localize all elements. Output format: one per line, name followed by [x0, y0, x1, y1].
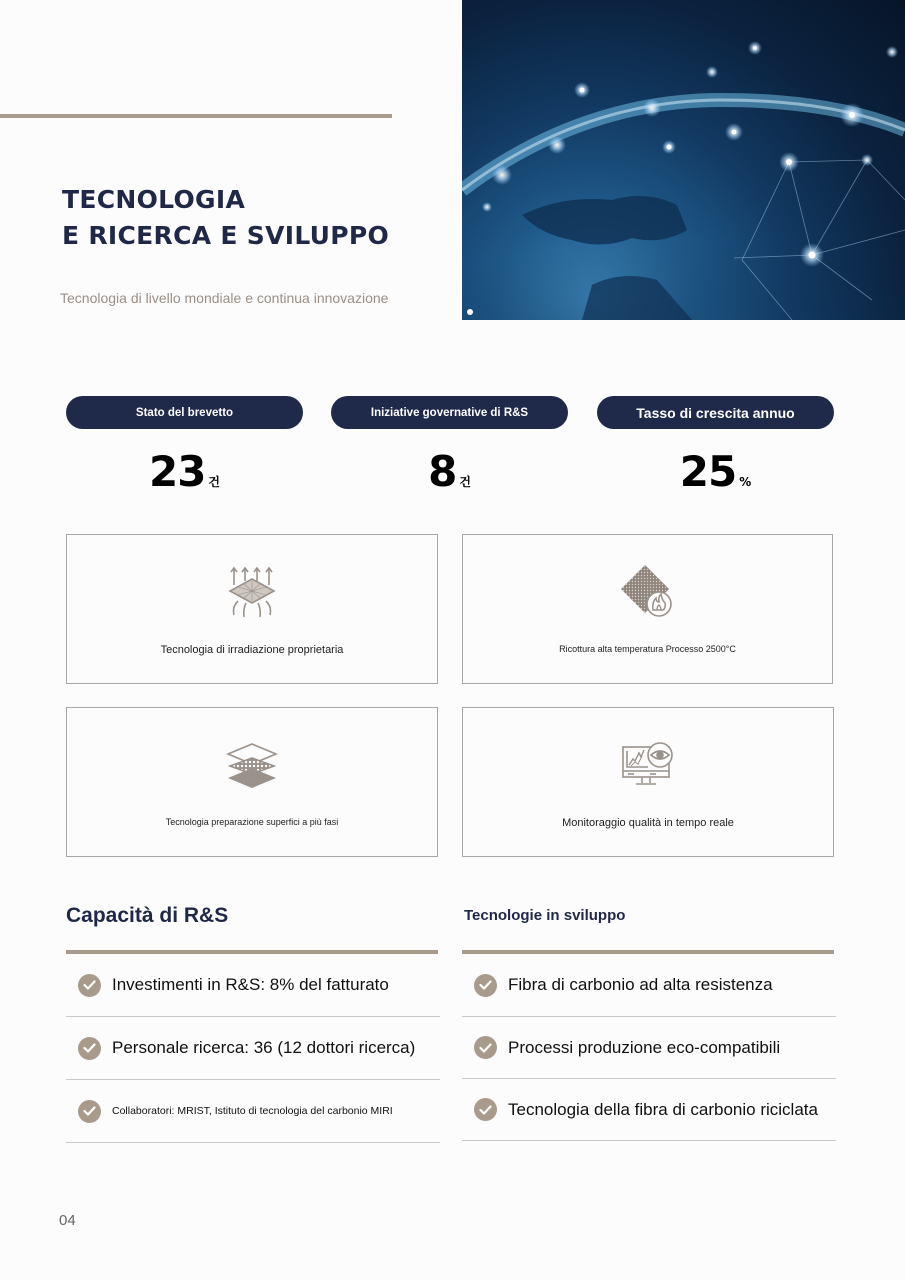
stat-number: 25: [679, 447, 737, 496]
tech-card-irradiation: [66, 534, 438, 684]
tech-card-label: Tecnologia preparazione superfici a più fasi: [165, 817, 339, 827]
stat-number: 23: [148, 447, 206, 496]
list-item-text: Processi produzione eco-compatibili: [508, 1037, 781, 1057]
check-circle-icon: [78, 974, 101, 997]
tech-card-high-temperature: [462, 534, 833, 684]
stat-patents: [66, 396, 303, 496]
tech-card-label: Monitoraggio qualità in tempo reale: [562, 817, 734, 829]
stat-label-pill: Iniziative governative di R&S: [331, 396, 568, 429]
page-title-line-2: E RICERCA E SVILUPPO: [62, 221, 390, 250]
tech-card-label: Tecnologia di irradiazione proprietaria: [160, 644, 344, 656]
page-subtitle: Tecnologia di livello mondiale e continua innovazione: [60, 290, 389, 306]
check-circle-icon: [474, 974, 497, 997]
tech-card-surface-preparation: [66, 707, 438, 857]
list-item-text: Tecnologia della fibra di carbonio riciclata: [508, 1099, 818, 1119]
globe-network-image: [462, 0, 905, 320]
header-accent-rule: [0, 114, 392, 118]
developing-title: Tecnologie in sviluppo: [464, 907, 626, 924]
layers-icon: [222, 734, 282, 794]
stat-number: 8: [428, 447, 457, 496]
stat-government-initiatives: [331, 396, 568, 496]
monitor-eye-icon: [618, 734, 678, 794]
check-circle-icon: [78, 1037, 101, 1060]
list-item: [66, 954, 440, 1017]
stat-unit: %: [739, 475, 752, 489]
page-title-line-1: TECNOLOGIA: [62, 185, 246, 214]
list-item: [462, 954, 836, 1017]
check-circle-icon: [78, 1100, 101, 1123]
list-item-text: Personale ricerca: 36 (12 dottori ricerca): [112, 1038, 416, 1057]
stat-label-pill: Tasso di crescita annuo: [597, 396, 834, 429]
list-item: [66, 1017, 440, 1080]
tech-card-quality-monitoring: [462, 707, 834, 857]
globe-network-illustration: [462, 0, 905, 320]
irradiation-icon: [222, 561, 282, 621]
stat-value: [331, 447, 568, 496]
list-item: [462, 1017, 836, 1079]
page-title: [62, 182, 389, 254]
capabilities-list: [66, 954, 440, 1143]
stat-label-pill: Stato del brevetto: [66, 396, 303, 429]
list-item-text: Fibra di carbonio ad alta resistenza: [508, 975, 773, 994]
check-circle-icon: [474, 1098, 497, 1121]
capabilities-title: Capacità di R&S: [66, 904, 229, 927]
stat-value: [66, 447, 303, 496]
stat-growth-rate: [597, 396, 834, 496]
stat-unit: 건: [459, 475, 471, 489]
page-number: 04: [59, 1212, 76, 1229]
list-item: [66, 1080, 440, 1143]
stat-value: [597, 447, 834, 496]
list-item-text: Investimenti in R&S: 8% del fatturato: [112, 975, 389, 994]
list-item-text: Collaboratori: MRIST, Istituto di tecnologia del carbonio MIRI: [112, 1105, 393, 1117]
developing-list: [462, 954, 836, 1141]
list-item: [462, 1079, 836, 1141]
high-temperature-icon: [618, 561, 678, 621]
stat-unit: 건: [208, 475, 221, 489]
check-circle-icon: [474, 1036, 497, 1059]
tech-card-label: Ricottura alta temperatura Processo 2500°C: [559, 644, 736, 654]
